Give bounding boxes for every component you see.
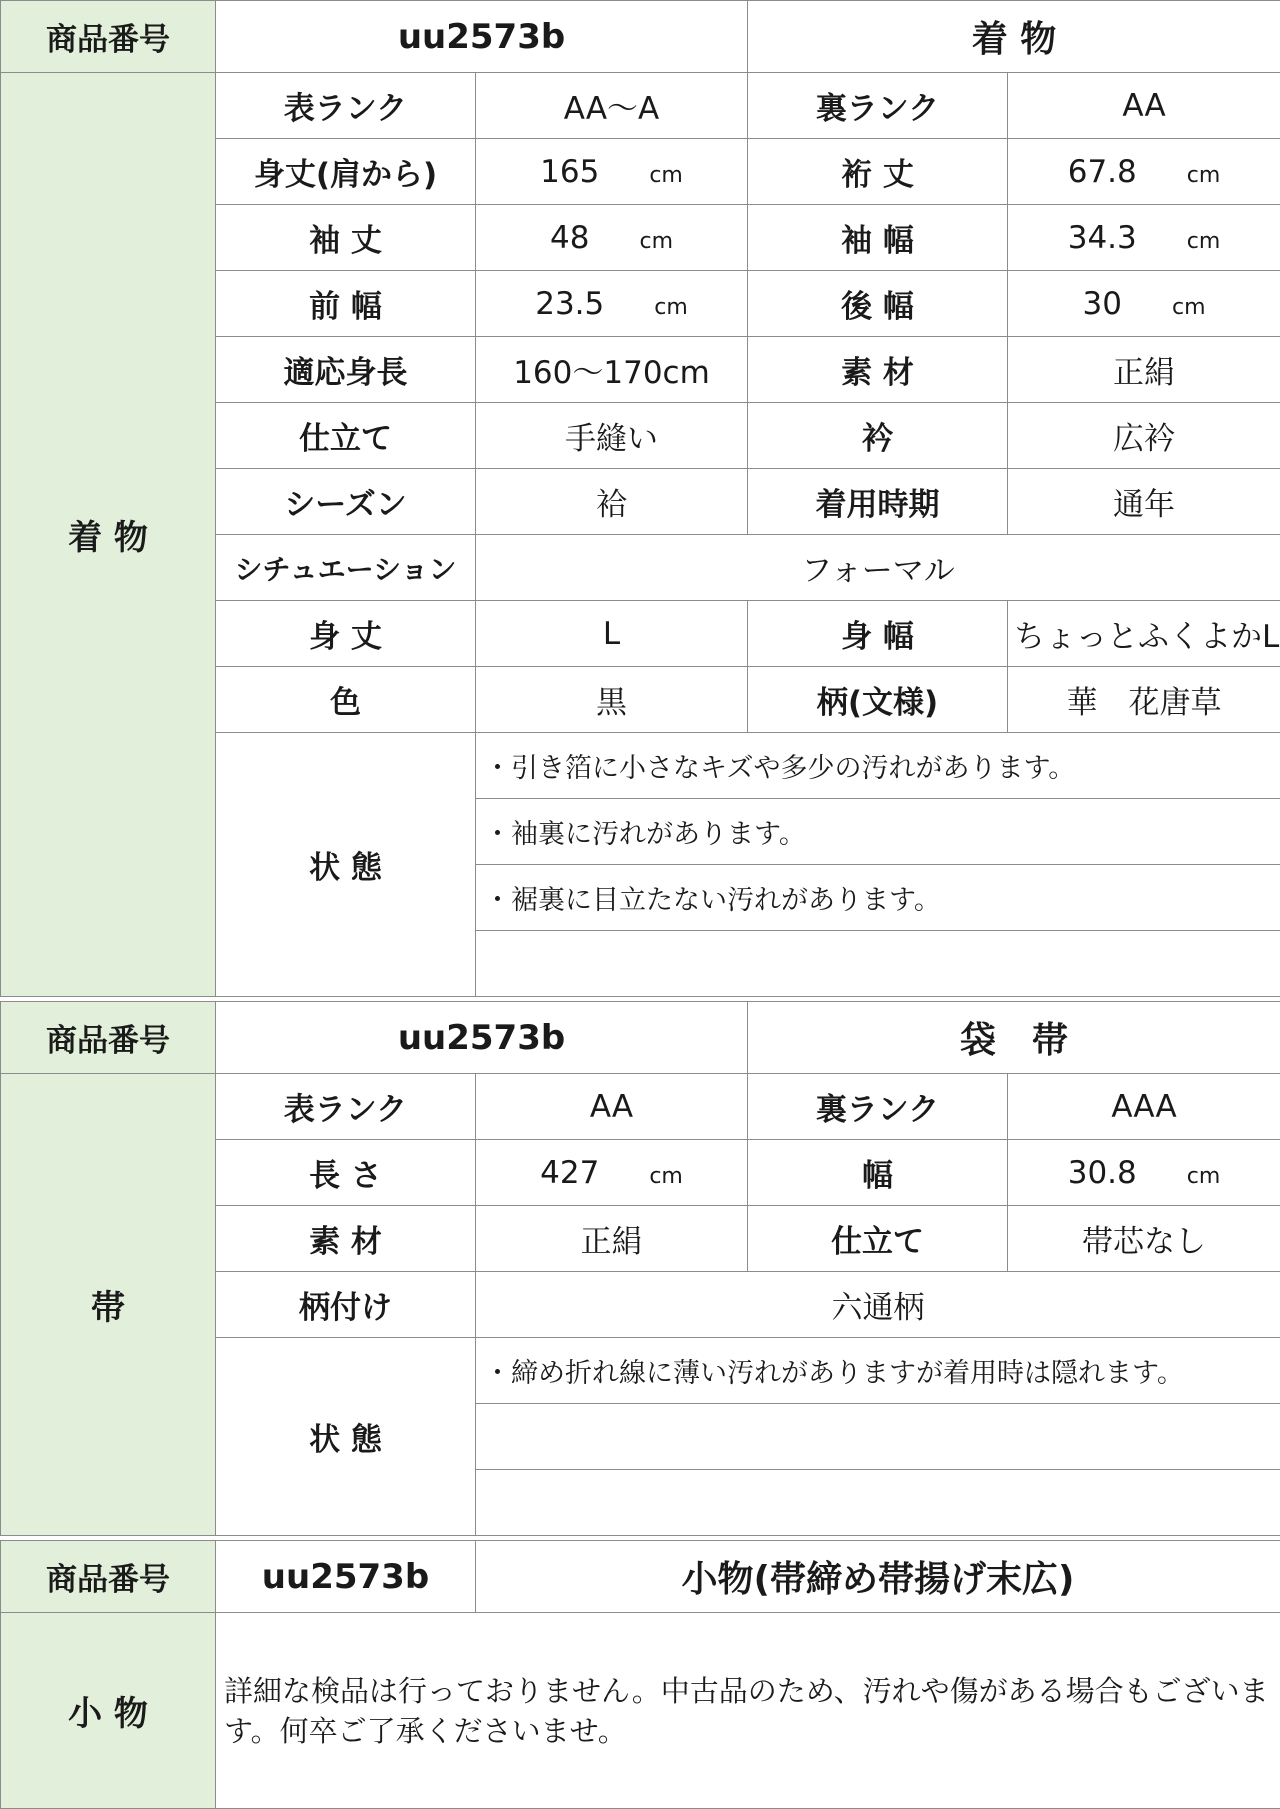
spec-value: 23.5 [535,286,604,322]
spec-value: 通年 [1008,469,1280,535]
spec-label: 仕立て [748,1206,1008,1272]
section-side-label: 着 物 [1,73,216,997]
spec-value-cell [1008,271,1280,337]
spec-label: 素 材 [748,337,1008,403]
condition-line [476,1470,1280,1536]
spec-label: 適応身長 [216,337,476,403]
section-title: 袋 帯 [748,1002,1280,1074]
spec-label: シーズン [216,469,476,535]
spec-label: 柄(文様) [748,667,1008,733]
spec-value: 30 [1083,286,1122,322]
spec-label: 表ランク [216,73,476,139]
spec-label: 裏ランク [748,1074,1008,1140]
situation-label: シチュエーション [216,535,476,601]
spec-value-cell [476,1140,748,1206]
spec-label: 袖 幅 [748,205,1008,271]
condition-line: ・締め折れ線に薄い汚れがありますが着用時は隠れます。 [476,1338,1280,1404]
spec-value-cell [1008,139,1280,205]
spec-label: 着用時期 [748,469,1008,535]
spec-value: 正絹 [476,1206,748,1272]
spec-label: 身 丈 [216,601,476,667]
unit: cm [1172,295,1206,320]
pattern-value: 六通柄 [476,1272,1280,1338]
spec-value: 袷 [476,469,748,535]
spec-value: 正絹 [1008,337,1280,403]
spec-label: 色 [216,667,476,733]
spec-label: 素 材 [216,1206,476,1272]
unit: cm [1187,229,1221,254]
spec-label: 袖 丈 [216,205,476,271]
condition-line [476,931,1280,997]
spec-value: 30.8 [1068,1155,1137,1191]
section-title: 小物(帯締め帯揚げ末広) [476,1541,1280,1613]
condition-line: ・袖裏に汚れがあります。 [476,799,1280,865]
spec-label: 長 さ [216,1140,476,1206]
product-code-label: 商品番号 [1,1002,216,1074]
spec-label: 表ランク [216,1074,476,1140]
section-side-label: 小 物 [1,1613,216,1809]
accessories-table [0,1540,1280,1809]
condition-label: 状 態 [216,1338,476,1536]
unit: cm [1187,1164,1221,1189]
spec-value: 165 [540,154,599,190]
unit: cm [639,229,673,254]
spec-label: 衿 [748,403,1008,469]
spec-label: 後 幅 [748,271,1008,337]
spec-label: 身丈(肩から) [216,139,476,205]
product-code: uu2573b [216,1002,748,1074]
product-code-label: 商品番号 [1,1,216,73]
spec-value-cell [476,271,748,337]
spec-value: 48 [550,220,589,256]
spec-value: 手縫い [476,403,748,469]
condition-line: ・裾裏に目立たない汚れがあります。 [476,865,1280,931]
spec-value: 67.8 [1068,154,1137,190]
pattern-label: 柄付け [216,1272,476,1338]
spec-value: 広衿 [1008,403,1280,469]
situation-value: フォーマル [476,535,1280,601]
spec-value: L [476,601,748,667]
unit: cm [649,163,683,188]
unit: cm [1187,163,1221,188]
accessories-note: 詳細な検品は行っておりません。中古品のため、汚れや傷がある場合もございます。何卒ご了承くださいませ。 [216,1613,1280,1809]
product-code: uu2573b [216,1541,476,1613]
spec-value-cell [476,139,748,205]
spec-value: 34.3 [1068,220,1137,256]
spec-value: AA [1008,73,1280,139]
product-code-label: 商品番号 [1,1541,216,1613]
spec-value-cell [476,205,748,271]
spec-value: 黒 [476,667,748,733]
spec-value: 427 [540,1155,599,1191]
spec-label: 前 幅 [216,271,476,337]
spec-value-cell [1008,1140,1280,1206]
spec-label: 仕立て [216,403,476,469]
unit: cm [649,1164,683,1189]
obi-table [0,1001,1280,1536]
section-title: 着 物 [748,1,1280,73]
product-code: uu2573b [216,1,748,73]
spec-value: AA [476,1074,748,1140]
spec-label: 裄 丈 [748,139,1008,205]
spec-label: 幅 [748,1140,1008,1206]
condition-line: ・引き箔に小さなキズや多少の汚れがあります。 [476,733,1280,799]
spec-value: ちょっとふくよかL [1008,601,1280,667]
spec-value: AAA [1008,1074,1280,1140]
unit: cm [654,295,688,320]
condition-line [476,1404,1280,1470]
spec-value: 160～170cm [476,337,748,403]
spec-value: 華 花唐草 [1008,667,1280,733]
section-side-label: 帯 [1,1074,216,1536]
condition-label: 状 態 [216,733,476,997]
spec-value-cell [1008,205,1280,271]
spec-value: 帯芯なし [1008,1206,1280,1272]
spec-label: 身 幅 [748,601,1008,667]
spec-label: 裏ランク [748,73,1008,139]
spec-value: AA～A [476,73,748,139]
